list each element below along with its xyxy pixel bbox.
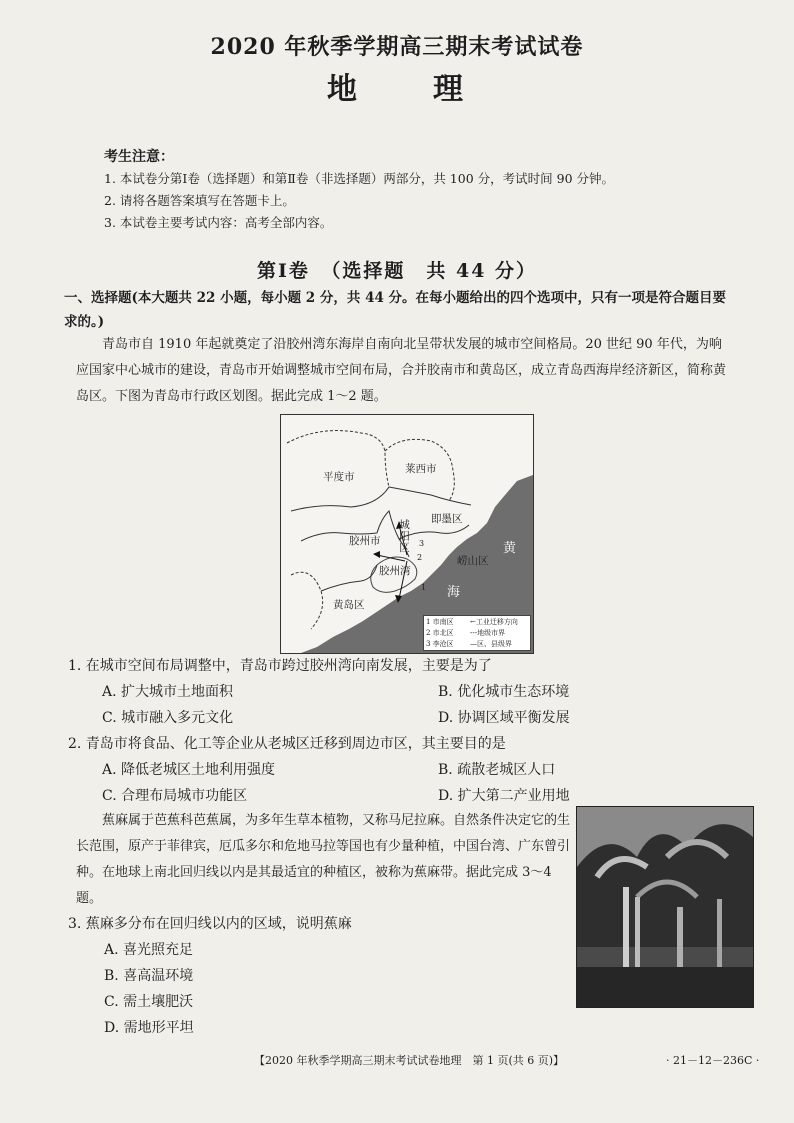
section-heading: 第Ⅰ卷 （选择题 共 44 分） <box>256 260 538 282</box>
q2-option-a: A. 降低老城区土地利用强度 <box>102 762 276 778</box>
legend-county-border: —区、县级界 <box>470 640 512 648</box>
subject-char-1: 地 <box>327 72 361 107</box>
q1-option-c: C. 城市融入多元文化 <box>102 710 234 726</box>
subject-title <box>0 64 794 108</box>
photo-drawing <box>577 807 753 1007</box>
label-laixi: 莱西市 <box>405 463 437 475</box>
label-sea-huang: 黄 <box>503 541 517 556</box>
q2-option-c: C. 合理布局城市功能区 <box>102 788 248 804</box>
label-jiaozhouwan: 胶州湾 <box>379 565 411 577</box>
candidate-notice <box>104 146 744 234</box>
q1-option-d: D. 协调区域平衡发展 <box>438 710 570 726</box>
q3-option-d: D. 需地形平坦 <box>104 1020 194 1036</box>
page-footer: 【2020 年秋季学期高三期末考试试卷地理 第 1 页(共 6 页)】 <box>254 1054 565 1067</box>
label-district-1: 1 <box>421 583 427 592</box>
qingdao-district-map <box>280 414 534 654</box>
abaca-plant-photo <box>576 806 754 1008</box>
legend-shinan: 1 市南区 <box>426 618 454 626</box>
subject-char-2: 理 <box>433 72 467 107</box>
section-instruction: 一、选择题(本大题共 22 小题，每小题 2 分，共 44 分。在每小题给出的四个选项中，只有一项是符合题目要求的。) <box>64 290 727 330</box>
q3-option-b: B. 喜高温环境 <box>104 968 194 984</box>
passage-abaca: 蕉麻属于芭蕉科芭蕉属，为多年生草本植物，又称马尼拉麻。自然条件决定它的生长范围，原产于菲律宾，厄瓜多尔和危地马拉等国也有少量种植，中国台湾、广东曾引种。在地球上南北回归线以内是其最适宜的种植区，被称为蕉麻带。据此完成 3～4 题。 <box>76 813 571 906</box>
q2-option-b: B. 疏散老城区人口 <box>438 762 556 778</box>
label-chengyang: 城阳区 <box>398 519 410 554</box>
label-huangdao: 黄岛区 <box>333 599 365 611</box>
label-jimo: 即墨区 <box>431 513 463 525</box>
label-laoshan: 崂山区 <box>457 555 489 567</box>
label-sea-hai: 海 <box>447 585 461 600</box>
question-3: 3. 蕉麻多分布在回归线以内的区域，说明蕉麻 <box>68 916 352 932</box>
q1-option-a: A. 扩大城市土地面积 <box>102 684 234 700</box>
label-jiaozhou: 胶州市 <box>349 535 381 547</box>
label-district-3: 3 <box>419 539 425 548</box>
notice-heading: 考生注意： <box>104 149 174 165</box>
legend-city-border: ---地级市界 <box>470 629 506 637</box>
question-1: 1. 在城市空间布局调整中，青岛市跨过胶州湾向南发展，主要是为了 <box>68 658 492 674</box>
q3-option-a: A. 喜光照充足 <box>104 942 194 958</box>
q2-option-d: D. 扩大第二产业用地 <box>438 788 570 804</box>
legend-migration: ←工业迁移方向 <box>470 618 518 626</box>
notice-item-2: 2. 请将各题答案填写在答题卡上。 <box>104 193 295 208</box>
exam-title: 2020 年秋季学期高三期末考试试卷 <box>210 34 584 60</box>
passage-qingdao: 青岛市自 1910 年起就奠定了沿胶州湾东海岸自南向北呈带状发展的城市空间格局。20 世纪 90 年代，为响应国家中心城市的建设，青岛市开始调整城市空间布局，合并胶南市和黄岛区，成立青岛西海岸经济新区，简称黄岛区。下图为青岛市行政区划图。据此完成 1～2 题。 <box>76 337 727 404</box>
notice-item-1: 1. 本试卷分第Ⅰ卷（选择题）和第Ⅱ卷（非选择题）两部分，共 100 分，考试时间 90 分钟。 <box>104 171 614 186</box>
legend-shibei: 2 市北区 <box>426 629 454 637</box>
legend-licang: 3 李沧区 <box>426 640 454 648</box>
q3-option-c: C. 需土壤肥沃 <box>104 994 194 1010</box>
exam-code: · 21－12－236C · <box>666 1054 760 1067</box>
notice-item-3: 3. 本试卷主要考试内容：高考全部内容。 <box>104 215 333 230</box>
question-2: 2. 青岛市将食品、化工等企业从老城区迁移到周边市区，其主要目的是 <box>68 736 506 752</box>
label-district-2: 2 <box>417 553 423 562</box>
label-pingdu: 平度市 <box>323 471 355 483</box>
map-legend <box>423 615 531 651</box>
q1-option-b: B. 优化城市生态环境 <box>438 684 570 700</box>
